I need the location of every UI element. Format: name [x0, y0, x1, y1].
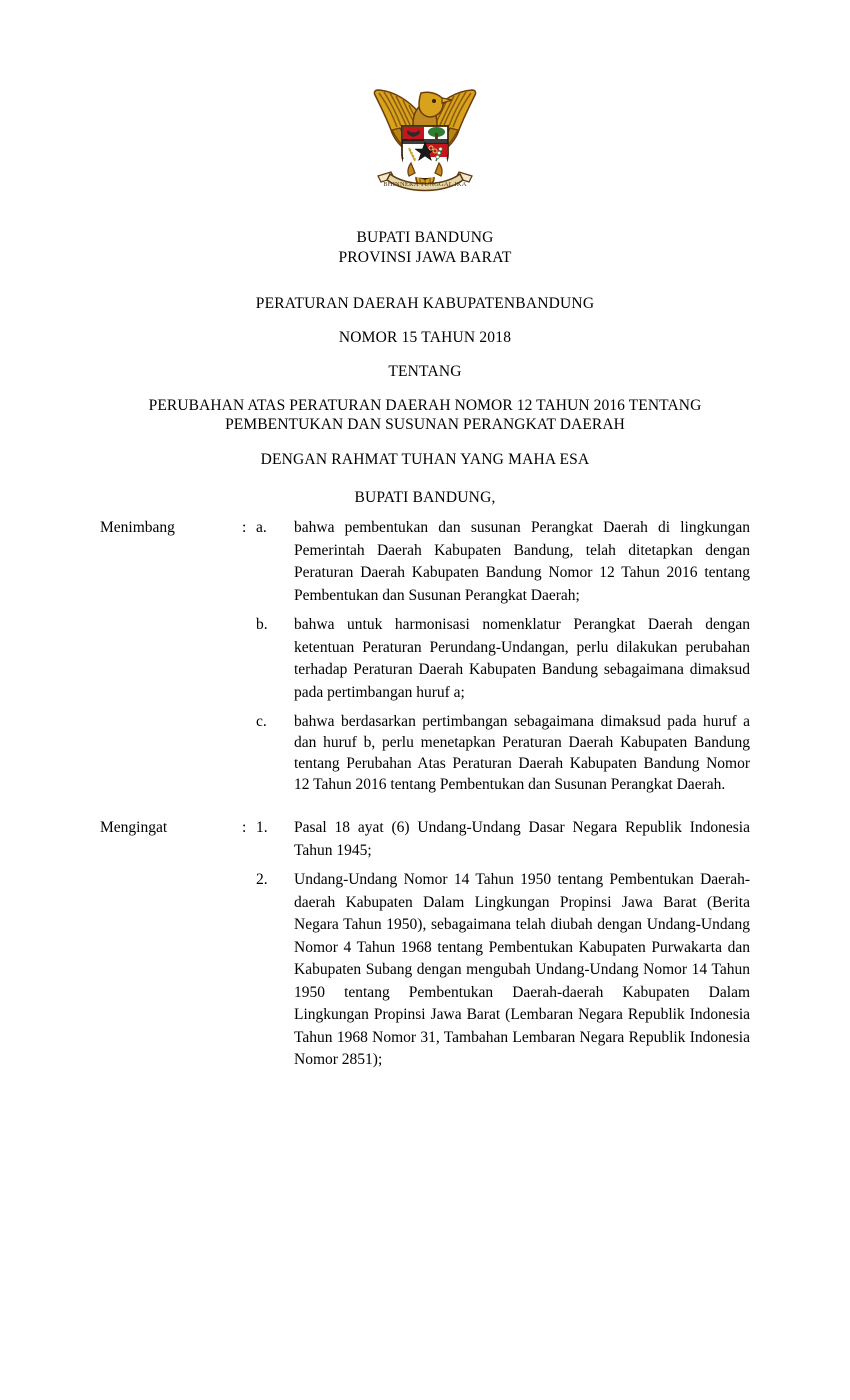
menimbang-item-b [0, 614, 850, 704]
spacer [0, 795, 850, 817]
mengingat-marker-1: 1. [256, 819, 268, 836]
spacer [0, 382, 850, 396]
spacer [0, 434, 850, 450]
invocation-line: DENGAN RAHMAT TUHAN YANG MAHA ESA [260, 451, 590, 468]
regulation-subject-line1: PERUBAHAN ATAS PERATURAN DAERAH NOMOR 12 TAHUN 2016 TENTANG [148, 397, 702, 414]
mengingat-item-2 [0, 869, 850, 1072]
spacer [0, 268, 850, 294]
regulation-number-line: NOMOR 15 TAHUN 2018 [338, 329, 512, 346]
regulation-type-line: PERATURAN DAERAH KABUPATENBANDUNG [255, 295, 595, 312]
spacer [0, 348, 850, 362]
garuda-pancasila-icon [361, 78, 489, 194]
mengingat-text-2: Undang-Undang Nomor 14 Tahun 1950 tentang Pembentukan Daerah-daerah Kabupaten Dalam Lingkungan Propinsi Jawa Barat (Berita Negara Tahun 1950), sebagaimana telah diubah dengan Undang-Undang Nomor 4 Tahun 1968 tentang Pembentukan Kabupaten Purwakarta dan Kabupaten Subang dengan mengubah Undang-Undang Nomor 14 Tahun 1950 tentang Pembentukan Daerah-daerah Kabupaten Dalam Lingkungan Propinsi Jawa Barat (Lembaran Negara Republik Indonesia Tahun 1968 Nomor 31, Tambahan Lembaran Negara Republik Indonesia Nomor 2851); [294, 871, 750, 1068]
mengingat-colon: : [242, 819, 247, 836]
menimbang-marker-c: c. [256, 713, 267, 730]
menimbang-text-b: bahwa untuk harmonisasi nomenklatur Perangkat Daerah dengan ketentuan Peraturan Perundang-Undangan, perlu dilakukan perubahan terhadap Peraturan Daerah Kabupaten Bandung sebagaimana dimaksud pada pertimbangan huruf a; [294, 616, 750, 701]
svg-text:BHINNEKA TUNGGAL IKA: BHINNEKA TUNGGAL IKA [383, 181, 467, 188]
menimbang-colon: : [242, 519, 247, 536]
menimbang-text-c: bahwa berdasarkan pertimbangan sebagaimana dimaksud pada huruf a dan huruf b, perlu menetapkan Peraturan Daerah Kabupaten Bandung tentang Perubahan Atas Peraturan Daerah Kabupaten Bandung Nomor 12 Tahun 2016 tentang Pembentukan dan Susunan Perangkat Daerah. [294, 713, 750, 793]
mengingat-label: Mengingat [100, 819, 168, 836]
regulation-subject-line2: PEMBENTUKAN DAN SUSUNAN PERANGKAT DAERAH [225, 416, 625, 433]
spacer [0, 314, 850, 328]
office-title-line2: PROVINSI JAWA BARAT [338, 249, 512, 266]
menimbang-item-a [0, 517, 850, 607]
signatory-title-line: BUPATI BANDUNG, [354, 489, 496, 506]
menimbang-item-c [0, 711, 850, 795]
menimbang-text-a: bahwa pembentukan dan susunan Perangkat Daerah di lingkungan Pemerintah Daerah Kabupaten Bandung, telah ditetapkan dengan Peraturan Daerah Kabupaten Bandung Nomor 12 Tahun 2016 tentang Pembentukan dan Susunan Perangkat Daerah; [294, 519, 750, 604]
tentang-label: TENTANG [388, 363, 462, 380]
body-block [0, 517, 850, 1072]
menimbang-label: Menimbang [100, 519, 175, 536]
mengingat-text-1: Pasal 18 ayat (6) Undang-Undang Dasar Negara Republik Indonesia Tahun 1945; [294, 819, 750, 859]
mengingat-marker-2: 2. [256, 871, 268, 888]
office-title-line1: BUPATI BANDUNG [356, 229, 494, 246]
mengingat-item-1 [0, 817, 850, 862]
emblem-container [0, 78, 850, 194]
menimbang-marker-b: b. [256, 616, 268, 633]
heading-block [0, 228, 850, 508]
spacer [0, 470, 850, 488]
menimbang-marker-a: a. [256, 519, 267, 536]
